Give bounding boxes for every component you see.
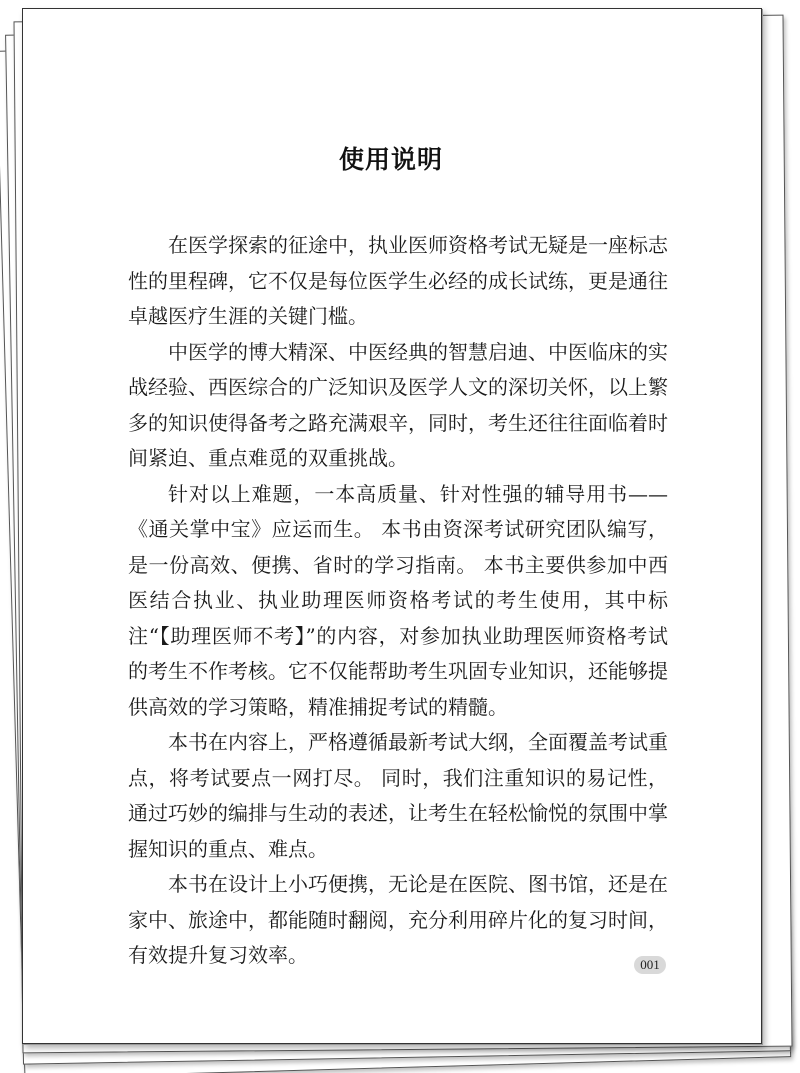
paragraph-1: 在医学探索的征途中，执业医师资格考试无疑是一座标志性的里程碑，它不仅是每位医学生必经的成长试练，更是通往卓越医疗生涯的关键门槛。 — [128, 233, 668, 328]
paragraph-5: 本书在设计上小巧便携，无论是在医院、图书馆，还是在家中、旅途中，都能随时翻阅，充分利用碎片化的复习时间，有效提升复习效率。 — [128, 872, 668, 967]
page-number: 001 — [634, 956, 666, 974]
paragraph-4: 本书在内容上，严格遵循最新考试大纲，全面覆盖考试重点，将考试要点一网打尽。 同时，我们注重知识的易记性，通过巧妙的编排与生动的表述，让考生在轻松愉悦的氛围中掌握知识的重点、难点。 — [128, 730, 668, 861]
paragraph-3: 针对以上难题，一本高质量、针对性强的辅导用书——《通关掌中宝》应运而生。 本书由资深考试研究团队编写，是一份高效、便携、省时的学习指南。 本书主要供参加中西医结合执业、执业助理医师资格考试的考生使用，其中标注“【助理医师不考】”的内容，对参加执业助理医师资格考试的考生不作考核。它不仅能帮助考生巩固专业知识，还能够提供高效的学习策略，精准捕捉考试的精髓。 — [128, 481, 668, 719]
page-title: 使用说明 — [338, 145, 443, 174]
body-text — [128, 228, 668, 974]
paragraph-2: 中医学的博大精深、中医经典的智慧启迪、中医临床的实战经验、西医综合的广泛知识及医学人文的深切关怀，以上繁多的知识使得备考之路充满艰辛，同时，考生还往往面临着时间紧迫、重点难觅的双重挑战。 — [128, 339, 668, 470]
